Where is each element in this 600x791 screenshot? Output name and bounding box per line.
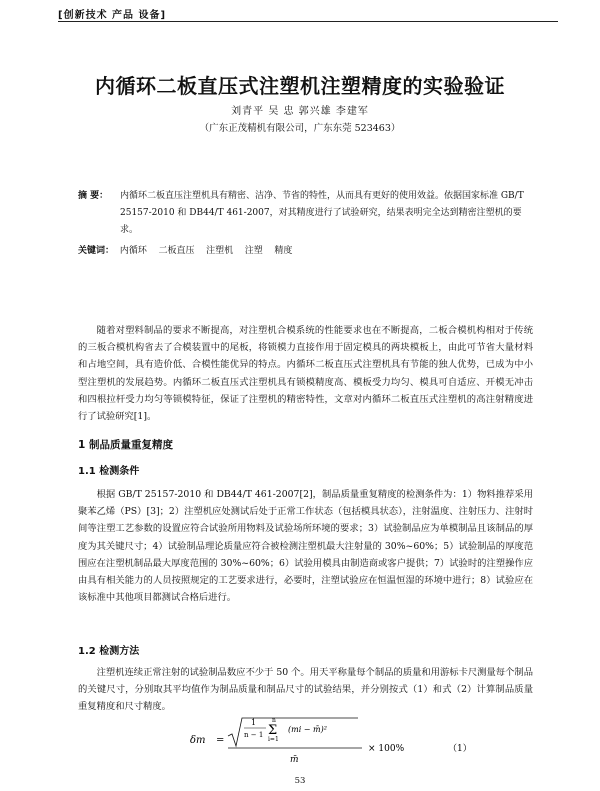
keyword: 精度 <box>274 246 293 256</box>
sum-upper: n <box>272 717 276 724</box>
section-tag: [创新技术 产品 设备] <box>58 10 167 21</box>
page-number: 53 <box>294 776 306 786</box>
header-rule <box>58 21 558 22</box>
formula-frac-num: 1 <box>251 718 257 727</box>
formula-times: × 100% <box>368 744 405 754</box>
equation-1 <box>0 710 600 770</box>
paper-title: 内循环二板直压式注塑机注塑精度的实验验证 <box>95 74 505 98</box>
abstract <box>78 188 538 239</box>
keywords <box>78 243 292 256</box>
keyword: 二板直压 <box>158 246 195 256</box>
affiliation: （广东正茂精机有限公司，广东东莞 523463） <box>199 123 401 134</box>
formula-frac-den: n − 1 <box>244 731 264 739</box>
authors: 刘青平 吴 忠 郭兴雄 李建军 <box>231 106 369 117</box>
abstract-label: 摘 要： <box>78 191 109 201</box>
svg-text:=: = <box>216 735 225 746</box>
sum-lower: i=1 <box>268 736 279 743</box>
keyword: 注塑机 <box>206 246 234 256</box>
abstract-text: 内循环二板直压注塑机具有精密、洁净、节省的特性，从而具有更好的使用效益。依据国家标准 GB/T 25157-2010 和 DB44/T 461-2007，对其精度进行了试验研究，结果表明完全达到精密注塑机的要求。 <box>120 191 524 235</box>
section-heading-1: 1 制品质量重复精度 <box>78 439 173 451</box>
keyword: 注塑 <box>244 246 263 256</box>
formula-lhs: δm <box>190 735 206 746</box>
keyword: 内循环 <box>119 246 147 256</box>
subsection-heading-1-2: 1.2 检测方法 <box>78 646 140 657</box>
detection-conditions-paragraph: 根据 GB/T 25157-2010 和 DB44/T 461-2007[2]，制品质量重复精度的检测条件为：1）物料推荐采用聚苯乙烯（PS）[3]；2）注塑机应处测试后处于正常工作状态（包括模具状态），注射温度、注射压力、注射时间等注塑工艺参数的设置应符合试验所用物料及试验场所环境的要求；3）试验制品应为单模制品且该制品的厚度为其关键尺寸；4）试验制品理论质量应符合被检测注塑机最大注射量的 30%~60%；5）试验制品的厚度范围应在注塑机制品最大厚度范围的 30%~60%；6）试验用模具由制造商或客户提供；7）试验时的注塑操作应由具有相关能力的人员按照规定的工艺要求进行，必要时，注塑试验应在恒温恒湿的环境中进行；8）试验应在该标准中其他项目都测试合格后进行。 <box>78 489 533 604</box>
equation-number: （1） <box>448 744 472 754</box>
intro-paragraph: 随着对塑料制品的要求不断提高，对注塑机合模系统的性能要求也在不断提高，二板合模机构相对于传统的三板合模机构省去了合模装置中的尾板，将锁模力直接作用于固定模具的两块模板上，由此可节省大量材料和占地空间，具有造价低、合模性能优异的特点。内循环二板直压式注塑机具有节能的独人优势，已成为中小型注塑机的发展趋势。内循环二板直压式注塑机具有锁模精度高、模板受力均匀、模具可自适应、开模无冲击和四根拉杆受力均匀等锁模特征，保证了注塑机的精密特性，文章对内循环二板直压式注塑机的高注射精度进行了试验研究[1]。 <box>78 325 533 423</box>
svg-text:Σ: Σ <box>268 723 278 738</box>
formula-term: (mi − m̄)² <box>288 725 327 734</box>
formula-denominator: m̄ <box>290 755 299 765</box>
detection-method-paragraph: 注塑机连续正常注射的试验制品数应不少于 50 个。用天平称量每个制品的质量和用游标卡尺测量每个制品的关键尺寸，分别取其平均值作为制品质量和制品尺寸的试验结果，并分别按式（1）和式（2）计算制品质量重复精度和尺寸精度。 <box>78 667 533 713</box>
keywords-label: 关键词： <box>78 246 115 256</box>
subsection-heading-1-1: 1.1 检测条件 <box>78 466 140 477</box>
